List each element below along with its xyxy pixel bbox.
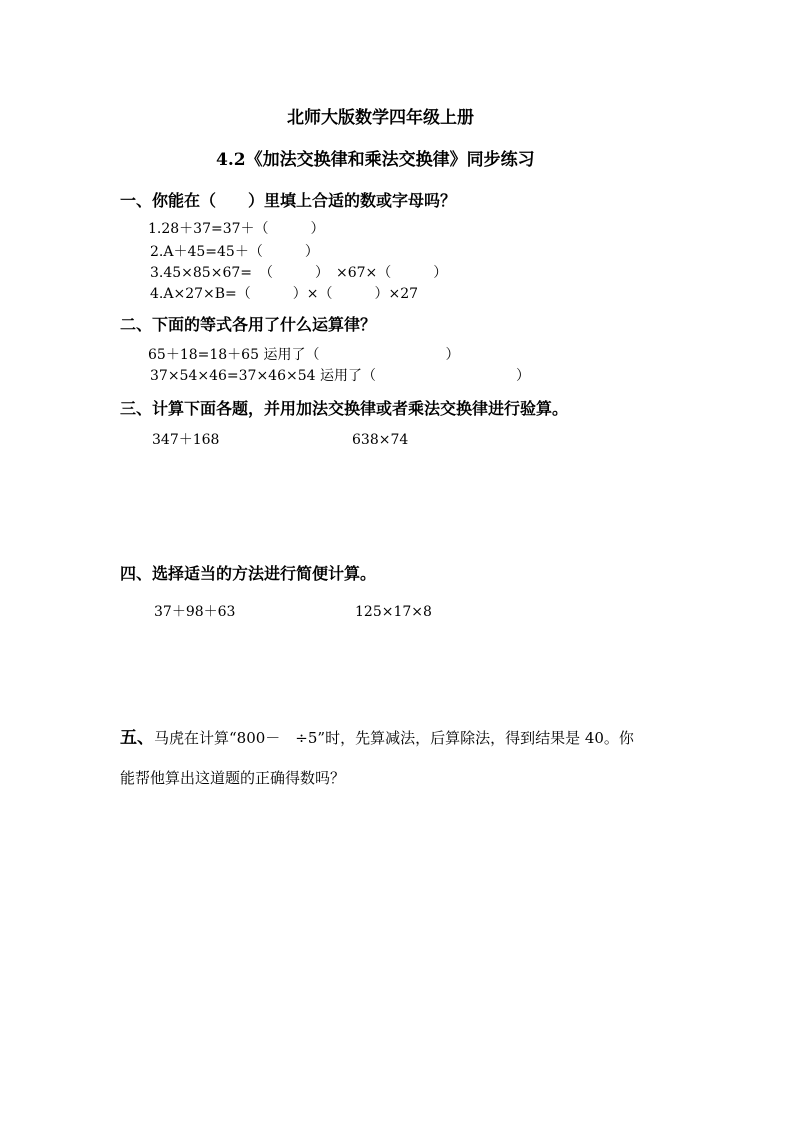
page-subtitle: 4.2《加法交换律和乘法交换律》同步练习 [216,150,535,170]
section-5-label: 五、 [120,728,154,748]
section-1-heading: 一、你能在（ ）里填上合适的数或字母吗？ [120,191,457,210]
section-4-heading: 四、选择适当的方法进行简便计算。 [120,564,377,583]
section-4-problem-2: 125×17×8 [355,604,432,620]
section-1-item-1: 1.28＋37=37＋（ ） [148,221,325,237]
section-1-item-4: 4.A×27×B=（ ）×（ ）×27 [150,286,419,302]
section-2-heading: 二、下面的等式各用了什么运算律？ [120,315,377,334]
section-2-item-1: 65＋18=18＋65 运用了（ ） [148,347,460,363]
section-5-text-1: 马虎在计算“800－ ÷5”时，先算减法，后算除法，得到结果是 40。你 [154,729,634,747]
page-title: 北师大版数学四年级上册 [287,108,474,128]
section-3-heading: 三、计算下面各题，并用加法交换律或者乘法交换律进行验算。 [120,399,569,418]
section-1-item-3: 3.45×85×67= （ ） ×67×（ ） [150,265,448,281]
section-2-item-2: 37×54×46=37×46×54 运用了（ ） [150,368,530,384]
section-5-line-2: 能帮他算出这道题的正确得数吗？ [120,769,346,787]
section-3-problem-2: 638×74 [352,432,409,448]
section-4-problem-1: 37＋98＋63 [154,604,236,620]
section-3-problem-1: 347＋168 [152,432,220,448]
section-5-line-1 [120,730,634,747]
section-1-item-2: 2.A＋45=45＋（ ） [150,244,319,260]
